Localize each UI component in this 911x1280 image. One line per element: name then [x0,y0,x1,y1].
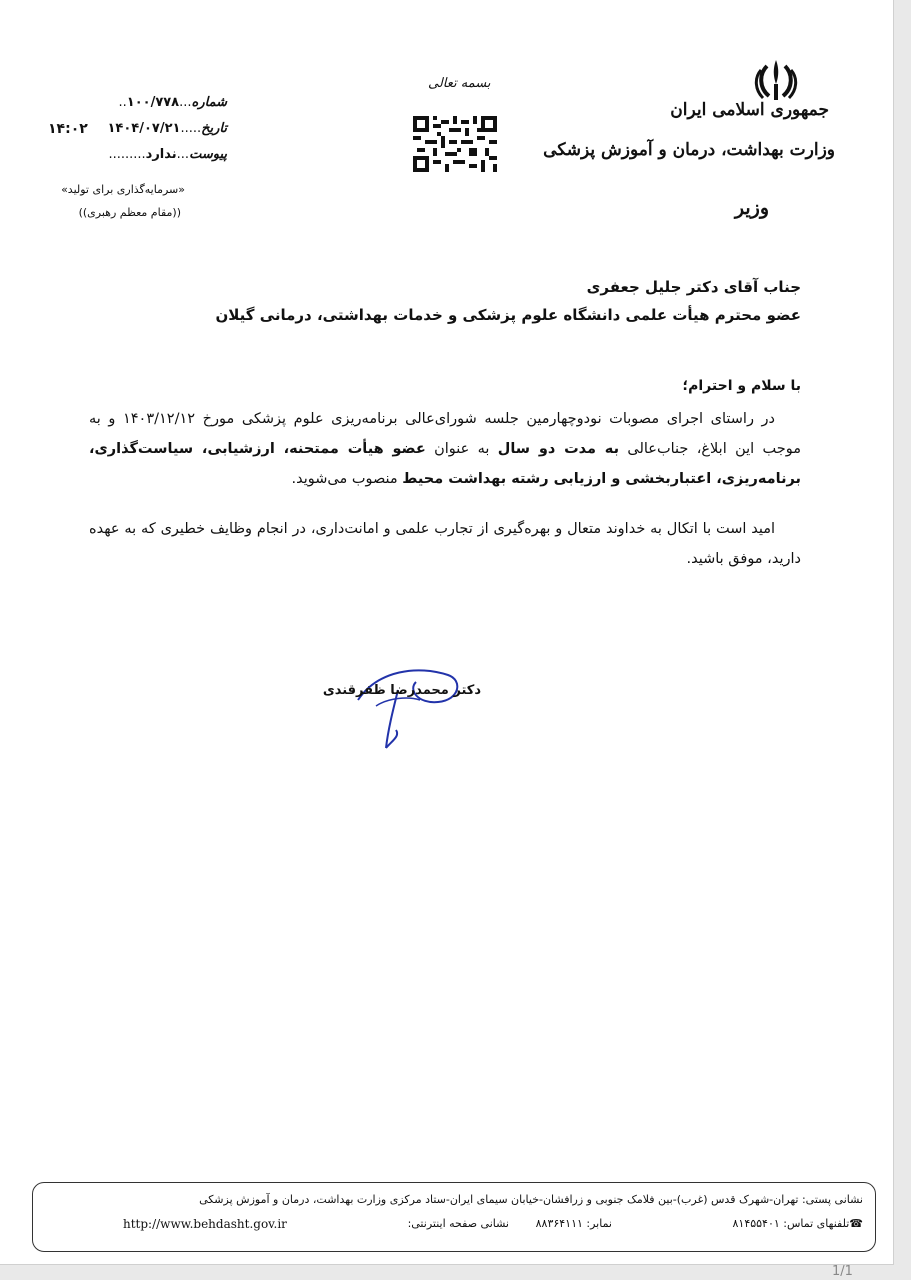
p2-text: امید است با اتکال به خداوند متعال و بهره‌گیری از تجارب علمی و امانت‌داری، در انجام وظایف خطیری که به عهده دارید، موفق باشید. [89,521,801,567]
date-value: ۱۴۰۴/۰۷/۲۱ [107,121,181,136]
number-value: ۱۰۰/۷۷۸ [126,95,180,110]
greeting: با سلام و احترام؛ [682,378,801,394]
footer-web-label: نشانی صفحه اینترنتی: [407,1217,509,1230]
page-indicator: 1/1 [832,1264,853,1279]
attachment-label: پیوست [189,147,227,162]
footer-phone: ☎تلفنهای تماس: ۸۱۴۵۵۴۰۱ [732,1217,863,1230]
p1-text-c: به عنوان [425,441,498,457]
number-label: شماره [191,95,227,110]
p1-text-e: منصوب می‌شوید. [291,471,403,487]
attachment-value: ندارد [145,147,177,162]
letter-date: تاریخ.....۱۴۰۴/۰۷/۲۱ [107,121,227,136]
body-paragraph-1 [89,404,801,494]
body-paragraph-2 [89,514,801,574]
org-line1: جمهوری اسلامی ایران [670,100,829,120]
slogan-line1: «سرمایه‌گذاری برای تولید» [61,183,185,196]
org-line3: وزیر [734,197,769,219]
footer-web-link[interactable]: http://www.behdasht.gov.ir [123,1217,287,1231]
handwritten-signature [348,660,478,760]
p1-text-a: در راستای اجرای مصوبات نودوچهارمین جلسه شورای‌عالی برنامه‌ریزی علوم پزشکی مورخ ۱۴۰۳/۱۲/۱۲ و به موجب این ابلاغ، جناب‌عالی [89,411,801,457]
letter-attachment: پیوست...ندارد......... [108,147,227,162]
bismillah: بسمه تعالی [428,76,491,91]
date-label: تاریخ [201,121,227,136]
org-line2: وزارت بهداشت، درمان و آموزش پزشکی [543,140,835,160]
qr-code-icon [413,115,497,173]
footer-address: نشانی پستی: تهران-شهرک قدس (غرب)-بین فلامک جنوبی و زرافشان-خیابان سیمای ایران-ستاد مرکزی وزارت بهداشت، درمان و آموزش پزشکی [199,1193,863,1206]
recipient-title: عضو محترم هیأت علمی دانشگاه علوم پزشکی و خدمات بهداشتی، درمانی گیلان [215,306,801,324]
time-stamp: ۱۴:۰۲ [48,121,88,137]
letter-footer [32,1182,876,1252]
recipient-name: جناب آقای دکتر جلیل جعفری [586,278,801,296]
slogan-line2: ((مقام معظم رهبری)) [78,206,181,219]
signature-name: دکتر محمدرضا ظفرقندی [322,683,481,698]
iran-emblem-icon [751,58,801,102]
letter-number: شماره...۱۰۰/۷۷۸.. [118,95,227,110]
p1-bold-duration: به مدت دو سال [497,441,620,457]
p1-bold-role: عضو هیأت ممتحنه، ارزشیابی، سیاست‌گذاری، برنامه‌ریزی، اعتباربخشی و ارزیابی رشته بهداشت محیط [89,441,801,487]
footer-fax: نمابر: ۸۸۳۶۴۱۱۱ [535,1217,612,1230]
